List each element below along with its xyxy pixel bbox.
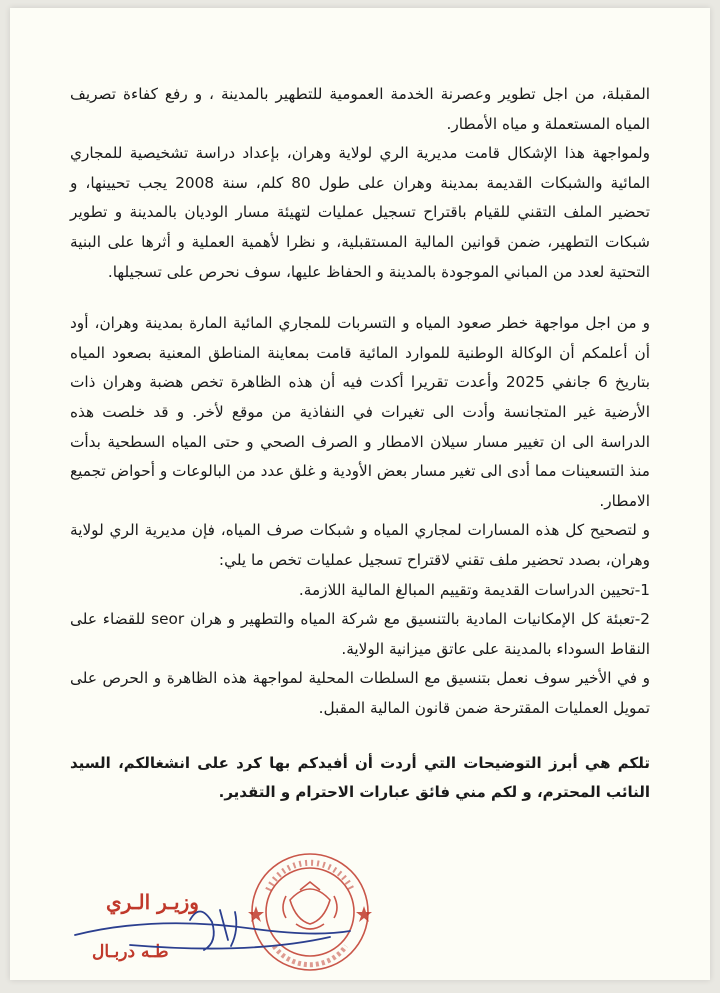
letter-body [70,80,650,807]
paragraph-4: و لتصحيح كل هذه المسارات لمجاري المياه و شبكات صرف المياه، فإن مديرية الري لولاية وهران، بصدد تحضير ملف تقني لاقتراح تسجيل عمليات تخص ما يلي: [70,521,650,569]
paragraph-5: و في الأخير سوف نعمل بتنسيق مع السلطات المحلية لمواجهة هذه الظاهرة و الحرص على تمويل العمليات المقترحة ضمن قانون المالية المقبل. [70,669,650,717]
paragraph-2: ولمواجهة هذا الإشكال قامت مديرية الري لولاية وهران، بإعداد دراسة تشخيصية للمجاري المائية والشبكات القديمة بمدينة وهران على طول 80 كلم، سنة 2008 يجب تحيينها، و تحضير الملف التقني للقيام باقتراح تسجيل عمليات لتهيئة مسار الوديان بالمدينة و تطوير شبكات التطهير، ضمن قوانين المالية المستقبلية، و نظرا لأهمية العملية و أثرها على البنية التحتية لعدد من المباني الموجودة بالمدينة و الحفاظ عليها، سوف نحرص على تسجيلها. [70,144,651,281]
list-item-1: 1-تحيين الدراسات القديمة وتقييم المبالغ المالية اللازمة. [298,580,650,599]
handwritten-signature [70,890,360,970]
signer-title: وزيـر الـري [106,890,199,914]
closing-paragraph: تلكم هي أبرز التوضيحات التي أردت أن أفيدكم بها كرد على انشغالكم، السيد النائب المحترم، و لكم مني فائق عبارات الاحترام و التقدير. [70,754,650,802]
paragraph-3: و من اجل مواجهة خطر صعود المياه و التسربات للمجاري المائية المارة بمدينة وهران، أود أن أعلمكم أن الوكالة الوطنية للموارد المائية قامت بمعاينة المناطق المعنية بصعود المياه بتاريخ 6 جانفي 2025 وأعدت تقريرا أكدت فيه أن هذه الظاهرة تخص هضبة وهران ذات الأرضية غير المتجانسة وأدت الى تغيرات في النفاذية من موقع لأخر. و قد خلصت هذه الدراسة الى ان تغيير مسار سيلان الامطار و الصرف الصحي و حتى المياه السطحية بدأت منذ التسعينات مما أدى الى تغير مسار بعض الأودية و غلق عدد من البالوعات و أحواض تجميع الامطار. [70,314,650,510]
paragraph-1: المقبلة، من اجل تطوير وعصرنة الخدمة العمومية للتطهير بالمدينة ، و رفع كفاءة تصريف المياه المستعملة و مياه الأمطار. [70,85,650,133]
document-page [10,8,710,980]
signature-block [70,850,390,980]
list-item-2: 2-تعبئة كل الإمكانيات المادية بالتنسيق مع شركة المياه والتطهير و هران seor للقضاء على النقاط السوداء بالمدينة على عاتق ميزانية الولاية. [70,610,650,658]
signer-name: طـه دربـال [92,942,169,962]
